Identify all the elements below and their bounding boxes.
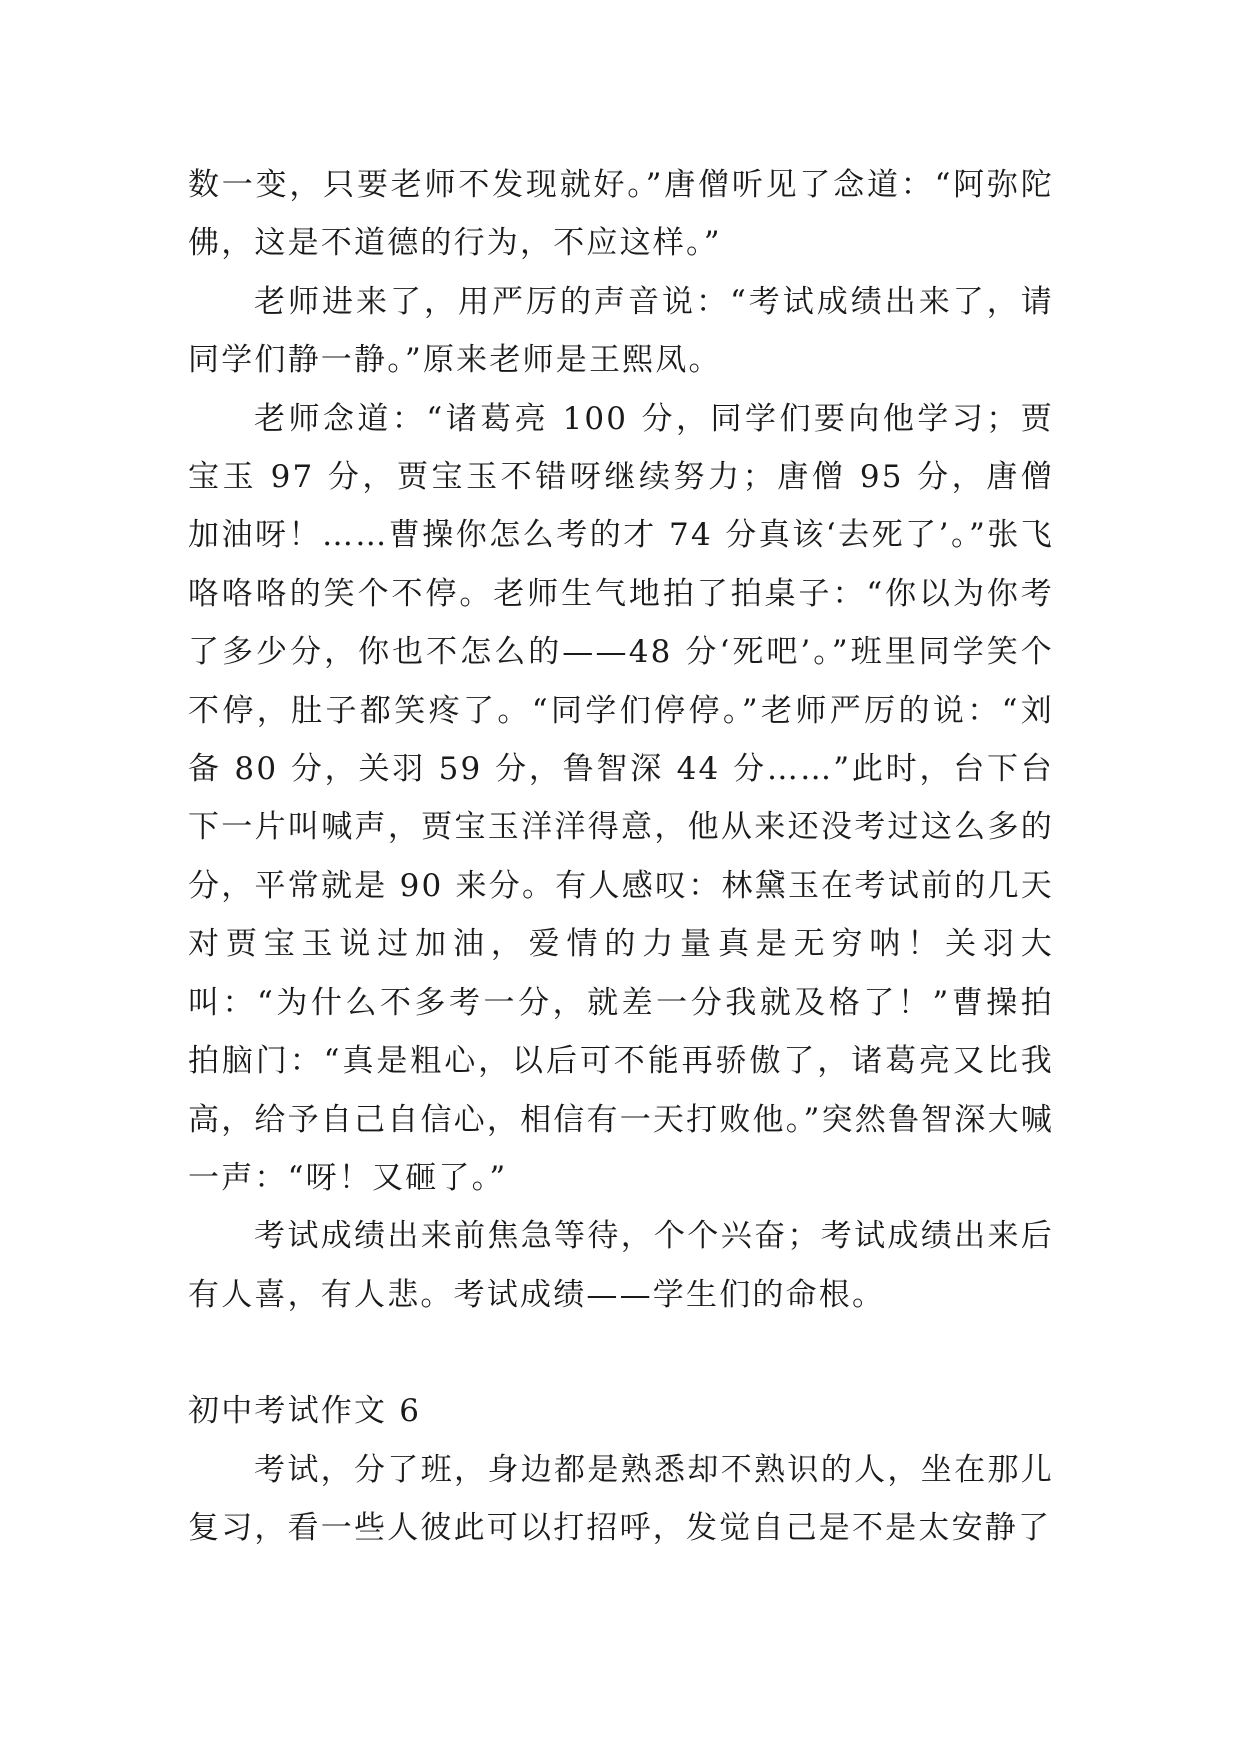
section-spacer — [188, 1324, 1054, 1382]
section-heading: 初中考试作文 6 — [188, 1393, 422, 1430]
paragraph: 老师念道：“诸葛亮 100 分，同学们要向他学习；贾宝玉 97 分，贾宝玉不错呀继续努力；唐僧 95 分，唐僧加油呀！……曹操你怎么考的才 74 分真该‘去死了’。”张飞咯咯咯的笑个不停。老师生气地拍了拍桌子：“你以为你考了多少分，你也不怎么的——48 分‘死吧’。”班里同学笑个不停，肚子都笑疼了。“同学们停停。”老师严厉的说：“刘备 80 分，关羽 59 分，鲁智深 44 分……”此时，台下台下一片叫喊声，贾宝玉洋洋得意，他从来还没考过这么多的分，平常就是 90 来分。有人感叹：林黛玉在考试前的几天对贾宝玉说过加油，爱情的力量真是无穷呐！关羽大叫：“为什么不多考一分，就差一分我就及格了！”曹操拍拍脑门：“真是粗心，以后可不能再骄傲了，诸葛亮又比我高，给予自己自信心，相信有一天打败他。”突然鲁智深大喊一声：“呀！又砸了。” — [188, 400, 1054, 1196]
paragraph: 考试，分了班，身边都是熟悉却不熟识的人，坐在那儿复习，看一些人彼此可以打招呼，发觉自己是不是太安静了 — [188, 1451, 1054, 1546]
paragraph: 老师进来了，用严厉的声音说：“考试成绩出来了，请同学们静一静。”原来老师是王熙凤。 — [188, 283, 1054, 379]
paragraph: 数一变，只要老师不发现就好。”唐僧听见了念道：“阿弥陀佛，这是不道德的行为，不应这样。” — [188, 167, 1054, 262]
document-body — [188, 156, 1054, 1557]
paragraph: 考试成绩出来前焦急等待，个个兴奋；考试成绩出来后有人喜，有人悲。考试成绩——学生们的命根。 — [188, 1218, 1054, 1313]
